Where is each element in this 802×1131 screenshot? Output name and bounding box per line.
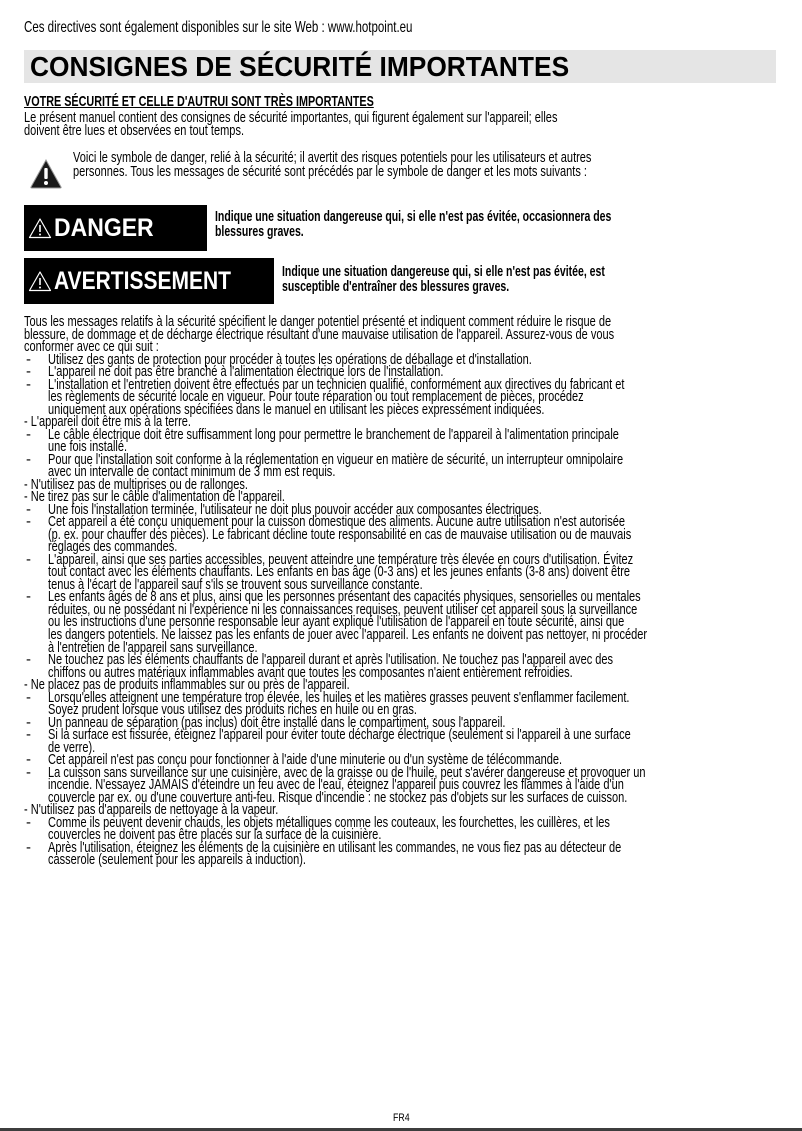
bullet-dash: - <box>26 588 31 606</box>
bullet-dash: - <box>26 513 31 531</box>
instruction-line: - N'utilisez pas d'appareils de nettoyage à la vapeur. <box>24 801 279 819</box>
symbol-note-line-1: Voici le symbole de danger, relié à la sécurité; il avertit des risques potentiels pour les utilisateurs et autres <box>73 149 592 166</box>
instruction-line: Cet appareil n'est pas conçu pour fonctionner à l'aide d'une minuterie ou d'un système de télécommande. <box>48 751 563 769</box>
bullet-dash: - <box>26 375 31 393</box>
instruction-line: conformer avec ce qui suit : <box>24 338 159 356</box>
instruction-line: chiffons ou autres matériaux inflammables avant que toutes les composantes n'aient entièrement refroidies. <box>48 663 573 681</box>
instruction-line: les règlements de sécurité locale en vigueur. Pour toute réparation ou tout remplacement de pièces, procédez <box>48 388 584 406</box>
bullet-dash: - <box>26 838 31 856</box>
avertissement-word: AVERTISSEMENT <box>54 266 231 295</box>
instruction-line: uniquement aux opérations spécifiées dans le manuel en utilisant les pièces expressément indiquées. <box>48 400 545 418</box>
instruction-line: à l'entretien de l'appareil sans surveillance. <box>48 638 258 656</box>
symbol-note-line-2: personnes. Tous les messages de sécurité sont précédés par le symbole de danger et les mots suivants : <box>73 163 587 180</box>
instruction-line: (p. ex. pour chauffer des pièces). Le fabricant décline toute responsabilité en cas de mauvaise utilisation ou de mauvais <box>48 525 632 543</box>
instruction-line: blessure, de dommage et de décharge électrique résultant d'une mauvaise utilisation de l'appareil. Assurez-vous de vous <box>24 325 615 343</box>
instruction-line: La cuisson sans surveillance sur une cuisinière, avec de la graisse ou de l'huile, peut s'avérer dangereuse et provoquer un <box>48 763 646 781</box>
instruction-line: tout contact avec les éléments chauffants. Les enfants en bas âge (0-3 ans) et les jeunes enfants (3-8 ans) doivent être <box>48 563 631 581</box>
instruction-line: - L'appareil doit être mis à la terre. <box>24 413 191 431</box>
instruction-line: avec un intervalle de contact minimum de 3 mm est requis. <box>48 463 336 481</box>
bullet-dash: - <box>26 813 31 831</box>
instruction-line: ou les instructions d'une personne responsable leur ayant expliqué l'utilisation de l'appareil en toute sécurité, ainsi que <box>48 613 625 631</box>
instruction-line: incendie. N'essayez JAMAIS d'éteindre un feu avec de l'eau, éteignez l'appareil puis couvrez les flammes à l'aide d'un <box>48 776 624 794</box>
bullet-dash: - <box>26 500 31 518</box>
instruction-line: L'installation et l'entretien doivent être effectués par un technicien qualifié, conformément aux directives du fabricant et <box>48 375 625 393</box>
instruction-line: couvercle par ex. ou d'une couverture anti-feu. Risque d'incendie : ne stockez pas d'objets sur les surfaces de cuisson. <box>48 788 628 806</box>
instruction-line: Un panneau de séparation (pas inclus) doit être installé dans le compartiment, sous l'appareil. <box>48 713 506 731</box>
instruction-line: réduites, ou ne possédant ni l'expérience ni les connaissances requises, peuvent utiliser cet appareil sous la surveillance <box>48 600 638 618</box>
instruction-line: casserole (seulement pour les appareils à induction). <box>48 851 307 869</box>
bullet-dash: - <box>26 651 31 669</box>
danger-description: Indique une situation dangereuse qui, si elle n'est pas évitée, occasionnera des blessures graves. <box>215 208 612 240</box>
instruction-line: L'appareil ne doit pas être branché à l'alimentation électrique lors de l'installation. <box>48 363 444 381</box>
bullet-dash: - <box>26 363 31 381</box>
bullet-dash: - <box>26 763 31 781</box>
instruction-line: Tous les messages relatifs à la sécurité spécifient le danger potentiel présenté et indiquent comment réduire le risque de <box>24 313 612 330</box>
website-note-text: Ces directives sont également disponibles sur le site Web : www.hotpoint.eu <box>24 19 413 36</box>
intro-line-2: doivent être lues et observées en tout temps. <box>24 122 245 139</box>
bullet-dash: - <box>26 550 31 568</box>
instruction-line: les dangers potentiels. Ne laissez pas les enfants de jouer avec l'appareil. Les enfants ne doivent pas nettoyer, ni procéder <box>48 626 648 643</box>
danger-word: DANGER <box>54 213 154 242</box>
instruction-line: Ne touchez pas les éléments chauffants de l'appareil durant et après l'utilisation. Ne touchez pas l'appareil avec des <box>48 651 614 669</box>
bullet-dash: - <box>26 713 31 731</box>
instruction-line: Si la surface est fissurée, éteignez l'appareil pour éviter toute décharge électrique (seulement si l'appareil à une surface <box>48 726 631 744</box>
instruction-line: Soyez prudent lorsque vous utilisez des produits riches en huile ou en gras. <box>48 701 417 719</box>
bullet-dash: - <box>26 688 31 706</box>
instruction-line: tenus à l'écart de l'appareil sauf s'ils se trouvent sous surveillance constante. <box>48 575 423 593</box>
instruction-line: Cet appareil a été conçu uniquement pour la cuisson domestique des aliments. Aucune autre utilisation n'est autorisée <box>48 513 625 531</box>
intro-line-1: Le présent manuel contient des consignes de sécurité importantes, qui figurent également sur l'appareil; elles <box>24 109 558 126</box>
instruction-line: Le câble électrique doit être suffisamment long pour permettre le branchement de l'appareil à l'alimentation principale <box>48 425 619 443</box>
instruction-line: Lorsqu'elles atteignent une température trop élevée, les huiles et les matières grasses peuvent s'enflammer facilement. <box>48 688 630 706</box>
bullet-dash: - <box>26 350 31 368</box>
bullet-dash: - <box>26 726 31 744</box>
page-title: CONSIGNES DE SÉCURITÉ IMPORTANTES <box>30 51 570 82</box>
instruction-line: réglages des commandes. <box>48 538 178 556</box>
instruction-line: Pour que l'installation soit conforme à la réglementation en vigueur en matière de sécurité, un interrupteur omnipolaire <box>48 450 624 468</box>
instruction-line: Une fois l'installation terminée, l'utilisateur ne doit plus pouvoir accéder aux composantes électriques. <box>48 500 542 518</box>
instruction-line: une fois installé. <box>48 438 128 456</box>
avertissement-description: Indique une situation dangereuse qui, si elle n'est pas évitée, est susceptible d'entraîner des blessures graves. <box>282 263 605 295</box>
bullet-dash: - <box>26 425 31 443</box>
page-number: FR4 <box>393 1112 410 1124</box>
bullet-dash: - <box>26 450 31 468</box>
instruction-line: L'appareil, ainsi que ses parties accessibles, peuvent atteindre une température très élevée en cours d'utilisation. Évitez <box>48 550 634 568</box>
bullet-dash: - <box>26 751 31 769</box>
instruction-line: - Ne placez pas de produits inflammables sur ou près de l'appareil. <box>24 676 350 694</box>
instruction-line: Après l'utilisation, éteignez les éléments de la cuisinière en utilisant les commandes, ne vous fiez pas au détecteur de <box>48 838 622 856</box>
instruction-line: Comme ils peuvent devenir chauds, les objets métalliques comme les couteaux, les fourchettes, les cuillères, et les <box>48 813 610 831</box>
instruction-line: - N'utilisez pas de multiprises ou de rallonges. <box>24 475 248 493</box>
section-subheading: VOTRE SÉCURITÉ ET CELLE D'AUTRUI SONT TRÈS IMPORTANTES <box>24 93 374 110</box>
instruction-line: Les enfants âgés de 8 ans et plus, ainsi que les personnes présentant des capacités physiques, sensorielles ou mentales <box>48 588 641 606</box>
instruction-line: couvercles ne doivent pas être placés sur la surface de la cuisinière. <box>48 826 382 844</box>
instruction-line: - Ne tirez pas sur le câble d'alimentation de l'appareil. <box>24 488 285 506</box>
instruction-line: Utilisez des gants de protection pour procéder à toutes les opérations de déballage et d'installation. <box>48 350 532 368</box>
instruction-line: de verre). <box>48 738 96 756</box>
